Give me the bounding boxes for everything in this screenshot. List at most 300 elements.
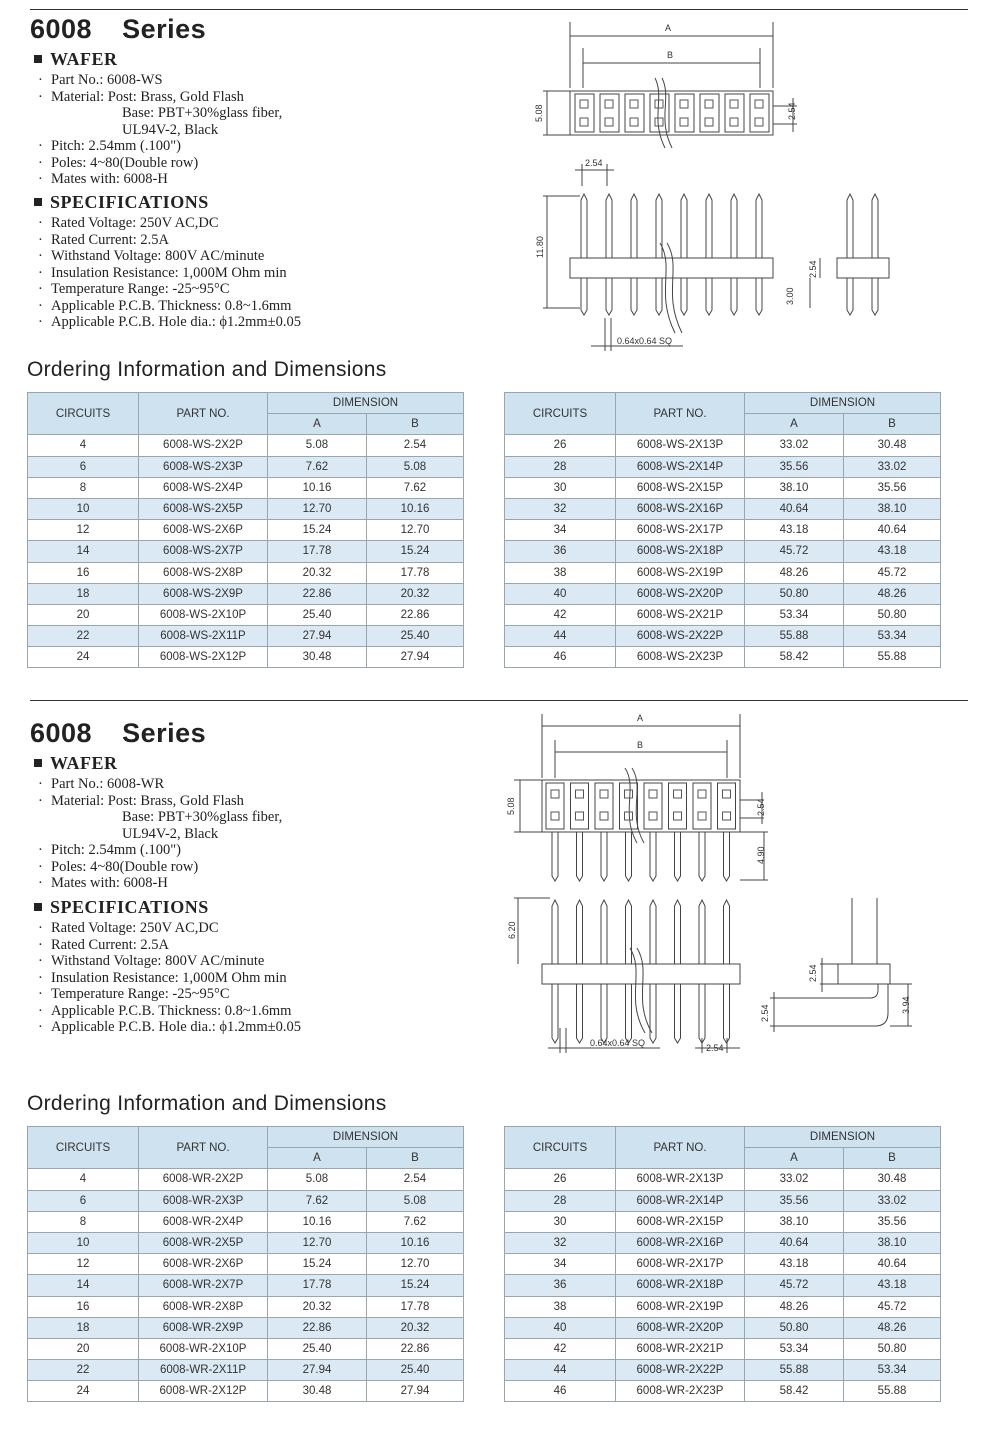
table-cell: 15.24 xyxy=(367,541,464,562)
table-cell: 20.32 xyxy=(367,1317,464,1338)
pin-shape xyxy=(650,832,656,881)
table-cell: 7.62 xyxy=(268,456,367,477)
table-row xyxy=(28,541,464,562)
table-cell: 5.08 xyxy=(268,1169,367,1190)
table-row xyxy=(505,583,941,604)
col-header-b: B xyxy=(844,1148,941,1169)
dim-label: 5.08 xyxy=(534,104,544,122)
pin-shape xyxy=(755,100,763,108)
table-row xyxy=(505,1169,941,1190)
table-cell: 10.16 xyxy=(268,1211,367,1232)
pin-shape xyxy=(730,118,738,126)
table-cell: 6008-WS-2X10P xyxy=(139,604,268,625)
table-cell: 32 xyxy=(505,498,616,519)
dim-label: 2.54 xyxy=(808,964,818,982)
dim-a-label: A xyxy=(637,713,644,723)
table-row xyxy=(505,626,941,647)
table-cell: 38.10 xyxy=(745,477,844,498)
table-row xyxy=(505,1317,941,1338)
spec-line: Insulation Resistance: 1,000M Ohm min xyxy=(51,969,287,986)
table-cell: 2.54 xyxy=(367,1169,464,1190)
table-cell: 27.94 xyxy=(268,626,367,647)
table-cell: 15.24 xyxy=(268,1254,367,1275)
pin-shape xyxy=(656,194,662,315)
col-header-dimension: DIMENSION xyxy=(268,393,464,414)
table-cell: 6008-WS-2X20P xyxy=(616,583,745,604)
table-cell: 6008-WR-2X14P xyxy=(616,1190,745,1211)
table-cell: 5.08 xyxy=(367,1190,464,1211)
table-cell: 55.88 xyxy=(745,626,844,647)
spec-line: Withstand Voltage: 800V AC/minute xyxy=(51,248,265,264)
table-cell: 6008-WR-2X20P xyxy=(616,1317,745,1338)
table-cell: 22 xyxy=(28,1360,139,1381)
dim-label: 2.54 xyxy=(585,158,603,168)
table-row xyxy=(505,1381,941,1402)
pin-shape xyxy=(580,100,588,108)
col-header-dimension: DIMENSION xyxy=(268,1127,464,1148)
table-cell: 26 xyxy=(505,435,616,456)
table-row xyxy=(28,647,464,668)
wafer-line: Pitch: 2.54mm (.100") xyxy=(51,842,181,858)
table-cell: 42 xyxy=(505,604,616,625)
pin-shape xyxy=(674,812,682,820)
pin-shape xyxy=(625,790,633,798)
pin-shape xyxy=(577,832,583,881)
col-header-part-no: PART NO. xyxy=(139,393,268,435)
table-cell: 10.16 xyxy=(268,477,367,498)
table-row xyxy=(505,456,941,477)
table-cell: 16 xyxy=(28,1296,139,1317)
dim-label: 0.64x0.64 SQ xyxy=(590,1038,646,1048)
table-cell: 43.18 xyxy=(844,1275,941,1296)
wafer-line: Part No.: 6008-WS xyxy=(51,72,163,88)
table-cell: 55.88 xyxy=(844,647,941,668)
table-cell: 35.56 xyxy=(745,456,844,477)
table-row xyxy=(505,477,941,498)
pin-shape xyxy=(699,832,705,881)
pin-shape xyxy=(731,194,737,315)
col-header-circuits: CIRCUITS xyxy=(28,1127,139,1169)
table-cell: 22.86 xyxy=(268,583,367,604)
table-cell: 40.64 xyxy=(745,498,844,519)
table-cell: 14 xyxy=(28,541,139,562)
pin-shape xyxy=(626,900,632,1043)
table-cell: 17.78 xyxy=(268,541,367,562)
table-cell: 45.72 xyxy=(844,1296,941,1317)
table-cell: 44 xyxy=(505,1360,616,1381)
table-cell: 50.80 xyxy=(844,604,941,625)
table-row xyxy=(505,647,941,668)
table-cell: 6008-WS-2X12P xyxy=(139,647,268,668)
table-row xyxy=(28,583,464,604)
table-cell: 35.56 xyxy=(745,1190,844,1211)
pin-shape xyxy=(723,812,731,820)
table-cell: 20 xyxy=(28,1338,139,1359)
pin-shape xyxy=(552,900,558,1043)
table-cell: 46 xyxy=(505,1381,616,1402)
table-cell: 35.56 xyxy=(844,1211,941,1232)
pin-shape xyxy=(625,812,633,820)
table-cell: 30 xyxy=(505,477,616,498)
table-row xyxy=(28,1296,464,1317)
table-cell: 20.32 xyxy=(367,583,464,604)
table-cell: 38.10 xyxy=(844,498,941,519)
table-cell: 53.34 xyxy=(745,604,844,625)
table-cell: 7.62 xyxy=(367,1211,464,1232)
table-cell: 40 xyxy=(505,1317,616,1338)
table-cell: 6008-WR-2X16P xyxy=(616,1232,745,1253)
table-cell: 6008-WS-2X13P xyxy=(616,435,745,456)
table-cell: 10 xyxy=(28,1232,139,1253)
pin-shape xyxy=(681,194,687,315)
table-cell: 6008-WR-2X11P xyxy=(139,1360,268,1381)
table-cell: 24 xyxy=(28,1381,139,1402)
table-row xyxy=(28,1381,464,1402)
table-cell: 12.70 xyxy=(367,520,464,541)
pin-shape xyxy=(730,100,738,108)
dim-label: 5.08 xyxy=(506,797,516,815)
table-cell: 30.48 xyxy=(844,435,941,456)
table-cell: 12 xyxy=(28,520,139,541)
table-cell: 15.24 xyxy=(367,1275,464,1296)
table-cell: 34 xyxy=(505,520,616,541)
table-cell: 50.80 xyxy=(745,583,844,604)
table-row xyxy=(28,604,464,625)
pin-shape xyxy=(601,900,607,1043)
spec-line: Temperature Range: -25~95°C xyxy=(51,281,230,297)
table-cell: 6008-WR-2X18P xyxy=(616,1275,745,1296)
table-cell: 26 xyxy=(505,1169,616,1190)
table-cell: 12.70 xyxy=(268,1232,367,1253)
spec-list: · Rated Voltage: 250V AC,DC · Rated Current: 2.5A · Withstand Voltage: 800V AC/minute · Insulation Resistance: 1,000M Ohm min · Temperature Range: -25~95°C · Applicable P.C.B. Thickness: 0.8~1.6mm · Applicable P.C.B. Hole dia.: ϕ1.2mm±0.05 xyxy=(38,215,301,330)
table-cell: 6008-WR-2X17P xyxy=(616,1254,745,1275)
table-row xyxy=(505,1360,941,1381)
table-cell: 30.48 xyxy=(844,1169,941,1190)
pin-shape xyxy=(872,194,878,315)
dim-label: 11.80 xyxy=(535,236,545,258)
table-cell: 50.80 xyxy=(745,1317,844,1338)
table-cell: 36 xyxy=(505,541,616,562)
table-cell: 25.40 xyxy=(268,1338,367,1359)
table-row xyxy=(505,1296,941,1317)
pin-shape xyxy=(581,194,587,315)
table-cell: 6008-WS-2X9P xyxy=(139,583,268,604)
table-cell: 7.62 xyxy=(268,1190,367,1211)
table-cell: 6008-WR-2X10P xyxy=(139,1338,268,1359)
dim-label: 2.54 xyxy=(760,1004,770,1022)
series-title: 6008 Series xyxy=(30,14,207,44)
pin-shape xyxy=(649,790,657,798)
pin-shape xyxy=(630,100,638,108)
pin-shape xyxy=(705,118,713,126)
dim-b-label: B xyxy=(637,740,644,750)
table-cell: 10.16 xyxy=(367,498,464,519)
table-cell: 33.02 xyxy=(745,1169,844,1190)
table-cell: 10 xyxy=(28,498,139,519)
table-cell: 27.94 xyxy=(367,647,464,668)
col-header-circuits: CIRCUITS xyxy=(505,1127,616,1169)
pin-shape xyxy=(606,194,612,315)
spec-line: Applicable P.C.B. Thickness: 0.8~1.6mm xyxy=(51,297,292,314)
pin-shape xyxy=(680,118,688,126)
pin-shape xyxy=(675,900,681,1043)
table-cell: 15.24 xyxy=(268,520,367,541)
table-cell: 6008-WR-2X8P xyxy=(139,1296,268,1317)
table-cell: 6008-WS-2X6P xyxy=(139,520,268,541)
table-row xyxy=(28,1254,464,1275)
table-cell: 6008-WR-2X9P xyxy=(139,1317,268,1338)
table-row xyxy=(28,1317,464,1338)
pin-shape xyxy=(705,100,713,108)
table-row xyxy=(28,1232,464,1253)
col-header-b: B xyxy=(367,1148,464,1169)
spec-line: Rated Current: 2.5A xyxy=(51,231,169,248)
pin-shape xyxy=(675,832,681,881)
spec-line: Rated Current: 2.5A xyxy=(51,936,169,953)
table-cell: 48.26 xyxy=(745,562,844,583)
table-cell: 6008-WS-2X14P xyxy=(616,456,745,477)
pin-shape xyxy=(756,194,762,315)
table-cell: 43.18 xyxy=(844,541,941,562)
table-cell: 6008-WS-2X11P xyxy=(139,626,268,647)
table-cell: 6008-WS-2X3P xyxy=(139,456,268,477)
table-cell: 6008-WS-2X22P xyxy=(616,626,745,647)
table-cell: 33.02 xyxy=(844,1190,941,1211)
pin-shape xyxy=(680,100,688,108)
table-cell: 58.42 xyxy=(745,647,844,668)
pin-shape xyxy=(600,790,608,798)
table-cell: 40.64 xyxy=(745,1232,844,1253)
table-row xyxy=(505,1232,941,1253)
wafer-line: Poles: 4~80(Double row) xyxy=(51,154,199,171)
table-cell: 4 xyxy=(28,435,139,456)
technical-drawing-right-angle xyxy=(500,708,920,1058)
table-cell: 6008-WS-2X19P xyxy=(616,562,745,583)
table-cell: 6008-WS-2X17P xyxy=(616,520,745,541)
table-cell: 24 xyxy=(28,647,139,668)
table-cell: 28 xyxy=(505,456,616,477)
table-cell: 6008-WR-2X13P xyxy=(616,1169,745,1190)
table-cell: 6 xyxy=(28,1190,139,1211)
table-cell: 45.72 xyxy=(745,541,844,562)
wafer-line: UL94V-2, Black xyxy=(122,825,219,842)
spec-line: Applicable P.C.B. Thickness: 0.8~1.6mm xyxy=(51,1002,292,1019)
table-cell: 22.86 xyxy=(367,604,464,625)
table-cell: 14 xyxy=(28,1275,139,1296)
table-cell: 6008-WS-2X18P xyxy=(616,541,745,562)
table-cell: 50.80 xyxy=(844,1338,941,1359)
series-title: 6008 Series xyxy=(30,718,207,748)
table-cell: 6008-WR-2X19P xyxy=(616,1296,745,1317)
table-cell: 28 xyxy=(505,1190,616,1211)
table-cell: 53.34 xyxy=(844,1360,941,1381)
table-cell: 33.02 xyxy=(745,435,844,456)
table-row xyxy=(28,1338,464,1359)
dim-label: 2.54 xyxy=(808,260,818,278)
table-row xyxy=(28,1169,464,1190)
pin-shape xyxy=(626,832,632,881)
table-cell: 6008-WR-2X6P xyxy=(139,1254,268,1275)
table-cell: 8 xyxy=(28,477,139,498)
pin-shape xyxy=(724,900,730,1043)
pin-shape xyxy=(674,790,682,798)
table-cell: 6008-WR-2X12P xyxy=(139,1381,268,1402)
top-rule xyxy=(30,9,968,10)
dim-label: 0.64x0.64 SQ xyxy=(617,336,673,346)
table-cell: 6008-WS-2X7P xyxy=(139,541,268,562)
wafer-list: · Part No.: 6008-WS · Material: Post: Brass, Gold Flash Base: PBT+30%glass fiber, UL94V-2, Black · Pitch: 2.54mm (.100") · Poles: 4~80(Double row) · Mates with: 6008-H xyxy=(38,72,283,187)
dim-label: 4.90 xyxy=(756,846,766,864)
table-cell: 5.08 xyxy=(367,456,464,477)
dim-label: 2.54 xyxy=(787,102,797,120)
wafer-heading: WAFER xyxy=(34,49,118,70)
table-row xyxy=(28,1360,464,1381)
pin-shape xyxy=(551,790,559,798)
table-cell: 12.70 xyxy=(268,498,367,519)
table-cell: 10.16 xyxy=(367,1232,464,1253)
table-row xyxy=(505,520,941,541)
table-row xyxy=(28,1190,464,1211)
table-row xyxy=(505,435,941,456)
table-cell: 6008-WS-2X4P xyxy=(139,477,268,498)
table-row xyxy=(28,456,464,477)
table-cell: 25.40 xyxy=(367,1360,464,1381)
col-header-part-no: PART NO. xyxy=(139,1127,268,1169)
table-cell: 30 xyxy=(505,1211,616,1232)
col-header-part-no: PART NO. xyxy=(616,1127,745,1169)
wafer-line: Base: PBT+30%glass fiber, xyxy=(122,809,283,825)
table-cell: 6008-WS-2X2P xyxy=(139,435,268,456)
table-row xyxy=(28,477,464,498)
pin-shape xyxy=(649,812,657,820)
table-cell: 6008-WS-2X16P xyxy=(616,498,745,519)
wafer-line: Part No.: 6008-WR xyxy=(51,776,165,792)
table-cell: 6008-WS-2X21P xyxy=(616,604,745,625)
table-row xyxy=(505,1275,941,1296)
table-cell: 43.18 xyxy=(745,1254,844,1275)
ordering-table-left xyxy=(27,1126,464,1402)
table-cell: 17.78 xyxy=(268,1275,367,1296)
table-cell: 55.88 xyxy=(844,1381,941,1402)
section-divider xyxy=(30,700,968,701)
table-cell: 48.26 xyxy=(745,1296,844,1317)
table-cell: 12 xyxy=(28,1254,139,1275)
wafer-line: Pitch: 2.54mm (.100") xyxy=(51,138,181,154)
table-cell: 38.10 xyxy=(844,1232,941,1253)
table-cell: 5.08 xyxy=(268,435,367,456)
table-row xyxy=(505,1190,941,1211)
table-row xyxy=(28,520,464,541)
table-cell: 6008-WS-2X23P xyxy=(616,647,745,668)
ordering-title: Ordering Information and Dimensions xyxy=(27,1092,387,1115)
table-cell: 18 xyxy=(28,1317,139,1338)
col-header-part-no: PART NO. xyxy=(616,393,745,435)
dim-label: 3.00 xyxy=(785,287,795,305)
wafer-heading: WAFER xyxy=(34,753,118,774)
spec-heading: SPECIFICATIONS xyxy=(34,192,209,213)
table-row xyxy=(505,1211,941,1232)
table-cell: 55.88 xyxy=(745,1360,844,1381)
table-cell: 12.70 xyxy=(367,1254,464,1275)
pin-shape xyxy=(605,100,613,108)
wafer-line: Base: PBT+30%glass fiber, xyxy=(122,105,283,121)
table-cell: 22 xyxy=(28,626,139,647)
table-row xyxy=(28,626,464,647)
table-cell: 6008-WR-2X22P xyxy=(616,1360,745,1381)
spec-list: · Rated Voltage: 250V AC,DC · Rated Current: 2.5A · Withstand Voltage: 800V AC/minute · Insulation Resistance: 1,000M Ohm min · Temperature Range: -25~95°C · Applicable P.C.B. Thickness: 0.8~1.6mm · Applicable P.C.B. Hole dia.: ϕ1.2mm±0.05 xyxy=(38,920,301,1035)
col-header-circuits: CIRCUITS xyxy=(505,393,616,435)
spec-line: Applicable P.C.B. Hole dia.: ϕ1.2mm±0.05 xyxy=(51,314,301,330)
table-cell: 25.40 xyxy=(367,626,464,647)
dim-label: 2.54 xyxy=(756,798,766,816)
pin-shape xyxy=(699,900,705,1043)
spec-line: Insulation Resistance: 1,000M Ohm min xyxy=(51,264,287,281)
ordering-title: Ordering Information and Dimensions xyxy=(27,358,387,381)
pin-shape xyxy=(650,900,656,1043)
spec-heading: SPECIFICATIONS xyxy=(34,897,209,918)
table-row xyxy=(505,1254,941,1275)
table-row xyxy=(28,562,464,583)
table-cell: 34 xyxy=(505,1254,616,1275)
table-cell: 43.18 xyxy=(745,520,844,541)
table-cell: 27.94 xyxy=(367,1381,464,1402)
table-cell: 45.72 xyxy=(745,1275,844,1296)
col-header-a: A xyxy=(268,1148,367,1169)
table-cell: 27.94 xyxy=(268,1360,367,1381)
table-row xyxy=(28,498,464,519)
pin-shape xyxy=(706,194,712,315)
col-header-b: B xyxy=(367,414,464,435)
spec-line: Withstand Voltage: 800V AC/minute xyxy=(51,953,265,969)
table-cell: 6008-WR-2X3P xyxy=(139,1190,268,1211)
pin-shape xyxy=(601,832,607,881)
pin-shape xyxy=(580,118,588,126)
pin-shape xyxy=(552,832,558,881)
table-cell: 36 xyxy=(505,1275,616,1296)
pin-shape xyxy=(600,812,608,820)
table-cell: 6008-WR-2X5P xyxy=(139,1232,268,1253)
table-cell: 22.86 xyxy=(268,1317,367,1338)
pin-shape xyxy=(724,832,730,881)
table-cell: 20.32 xyxy=(268,1296,367,1317)
dim-label: 3.94 xyxy=(901,996,911,1014)
col-header-a: A xyxy=(745,414,844,435)
table-cell: 30.48 xyxy=(268,647,367,668)
ordering-table-right xyxy=(504,1126,941,1402)
table-cell: 6008-WS-2X5P xyxy=(139,498,268,519)
table-cell: 48.26 xyxy=(844,1317,941,1338)
table-cell: 6008-WR-2X23P xyxy=(616,1381,745,1402)
pin-shape xyxy=(847,194,853,315)
table-cell: 25.40 xyxy=(268,604,367,625)
ordering-table-right xyxy=(504,392,941,668)
table-row xyxy=(28,1211,464,1232)
table-cell: 40.64 xyxy=(844,1254,941,1275)
wafer-line: Poles: 4~80(Double row) xyxy=(51,858,199,875)
ordering-table-left xyxy=(27,392,464,668)
table-cell: 6008-WR-2X21P xyxy=(616,1338,745,1359)
table-cell: 46 xyxy=(505,647,616,668)
table-cell: 7.62 xyxy=(367,477,464,498)
table-cell: 2.54 xyxy=(367,435,464,456)
table-cell: 17.78 xyxy=(367,562,464,583)
wafer-list: · Part No.: 6008-WR · Material: Post: Brass, Gold Flash Base: PBT+30%glass fiber, UL94V-2, Black · Pitch: 2.54mm (.100") · Poles: 4~80(Double row) · Mates with: 6008-H xyxy=(38,776,283,891)
table-cell: 40 xyxy=(505,583,616,604)
table-cell: 8 xyxy=(28,1211,139,1232)
spec-line: Rated Voltage: 250V AC,DC xyxy=(51,215,219,231)
pin-shape xyxy=(698,790,706,798)
spec-line: Rated Voltage: 250V AC,DC xyxy=(51,920,219,936)
